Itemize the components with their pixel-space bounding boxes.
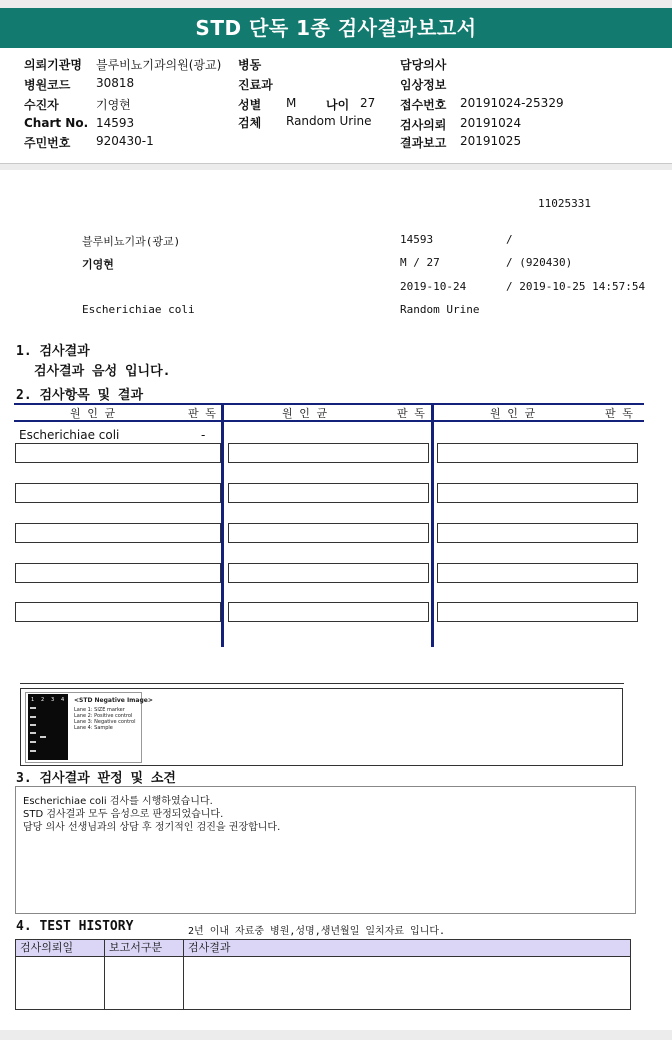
history-col-date: 검사의뢰일 — [15, 939, 105, 957]
gel-legend-line: Lane 4: Sample — [74, 725, 113, 731]
specimen-value: Random Urine — [286, 114, 372, 128]
doc-number: 11025331 — [538, 197, 591, 210]
sex-value: M — [286, 96, 297, 110]
gel-band — [30, 732, 36, 734]
request-label: 검사의뢰 — [400, 118, 447, 132]
result-cell — [437, 563, 638, 583]
clinical-label: 임상정보 — [400, 78, 447, 92]
age-label: 나이 — [326, 98, 350, 112]
result-cell — [437, 483, 638, 503]
col-judgement-3: 판 독 — [605, 407, 633, 420]
gel-band — [40, 736, 46, 738]
sheet-test-name: Escherichiae coli — [82, 303, 195, 316]
image-box-top-rule — [20, 683, 624, 684]
results-col-divider-1 — [221, 403, 224, 647]
report-value: 20191025 — [460, 134, 522, 148]
patient-value: 기영현 — [96, 98, 131, 112]
gel-legend-line: Lane 3: Negative control — [74, 719, 136, 725]
result-cell — [15, 563, 221, 583]
report-label: 결과보고 — [400, 136, 447, 150]
gel-band — [30, 707, 36, 709]
ward-label: 병동 — [238, 58, 262, 72]
gel-lane-number: 3 — [51, 697, 55, 703]
history-cell-type — [104, 957, 184, 1010]
resident-value: 920430-1 — [96, 134, 154, 148]
request-value: 20191024 — [460, 116, 522, 130]
gel-lane-number: 2 — [41, 697, 45, 703]
specimen-label: 검체 — [238, 116, 262, 130]
result-cell — [437, 523, 638, 543]
results-col-divider-2 — [431, 403, 434, 647]
hospital-code-label: 병원코드 — [24, 78, 71, 92]
patient-label: 수진자 — [24, 98, 59, 112]
result-cell — [437, 443, 638, 463]
age-value: 27 — [360, 96, 376, 110]
sex-label: 성별 — [238, 98, 262, 112]
doctor-label: 담당의사 — [400, 58, 447, 72]
opinion-line: Escherichiae coli 검사를 시행하였습니다. — [23, 796, 213, 807]
sheet-received: 2019-10-24 — [400, 280, 467, 293]
result-cell — [15, 523, 221, 543]
col-organism-3: 원 인 균 — [490, 407, 536, 420]
history-col-result: 검사결과 — [183, 939, 631, 957]
sheet-reported: / 2019-10-25 14:57:54 — [506, 280, 646, 293]
receipt-value: 20191024-25329 — [460, 96, 564, 110]
row1-result: - — [201, 428, 206, 442]
result-cell — [228, 563, 429, 583]
result-cell — [228, 483, 429, 503]
col-organism-2: 원 인 균 — [282, 407, 328, 420]
sheet-sex-age: M / 27 — [400, 256, 440, 269]
gel-legend-title: <STD Negative Image> — [74, 697, 153, 704]
col-judgement-2: 판 독 — [397, 407, 425, 420]
sheet-clinic: 블루비뇨기과(광교) — [82, 235, 181, 248]
result-cell — [437, 602, 638, 622]
report-title: STD 단독 1종 검사결과보고서 — [0, 8, 672, 48]
sheet-slash: / — [506, 233, 513, 246]
history-col-type: 보고서구분 — [104, 939, 184, 957]
history-cell-result — [183, 957, 631, 1010]
opinion-line: 담당 의사 선생님과의 상담 후 정기적인 검진을 권장합니다. — [23, 822, 281, 833]
resident-label: 주민번호 — [24, 136, 71, 150]
report-header — [0, 48, 672, 164]
dept-label: 진료과 — [238, 78, 273, 92]
history-cell-date — [15, 957, 105, 1010]
col-judgement-1: 판 독 — [188, 407, 216, 420]
chart-label: Chart No. — [24, 116, 89, 130]
institution-label: 의뢰기관명 — [24, 58, 82, 72]
chart-value: 14593 — [96, 116, 135, 130]
institution-value: 블루비뇨기과의원(광교) — [96, 58, 222, 72]
section1-heading: 1. 검사결과 — [16, 344, 90, 359]
history-note: 2년 이내 자료중 병원,성명,생년월일 일치자료 입니다. — [188, 926, 446, 937]
row1-organism: Escherichiae coli — [19, 428, 120, 442]
gel-lane-number: 4 — [61, 697, 65, 703]
receipt-label: 접수번호 — [400, 98, 447, 112]
sheet-patient: 기영현 — [82, 258, 114, 271]
section2-heading: 2. 검사항목 및 결과 — [16, 388, 144, 403]
gel-band — [30, 724, 36, 726]
gel-band — [30, 750, 36, 752]
gel-legend — [74, 698, 153, 731]
result-cell — [228, 443, 429, 463]
gel-electrophoresis-image — [28, 694, 68, 760]
gel-legend-line: Lane 1: SIZE marker — [74, 707, 125, 713]
result-cell — [228, 523, 429, 543]
col-organism-1: 원 인 균 — [70, 407, 116, 420]
section4-heading: 4. TEST HISTORY — [16, 919, 134, 934]
opinion-line: STD 검사결과 모두 음성으로 판정되었습니다. — [23, 809, 224, 820]
sheet-chart-no: 14593 — [400, 233, 434, 246]
gel-band — [30, 741, 36, 743]
sheet-birth: / (920430) — [506, 256, 573, 269]
hospital-code-value: 30818 — [96, 76, 135, 90]
gel-band — [30, 716, 36, 718]
result-cell — [15, 483, 221, 503]
gel-legend-line: Lane 2: Positive control — [74, 713, 133, 719]
section3-heading: 3. 검사결과 판정 및 소견 — [16, 771, 176, 786]
result-cell — [15, 602, 221, 622]
section1-text: 검사결과 음성 입니다. — [34, 364, 171, 379]
result-cell — [15, 443, 221, 463]
result-cell — [228, 602, 429, 622]
gel-lane-number: 1 — [31, 697, 35, 703]
sheet-specimen: Random Urine — [400, 303, 480, 316]
